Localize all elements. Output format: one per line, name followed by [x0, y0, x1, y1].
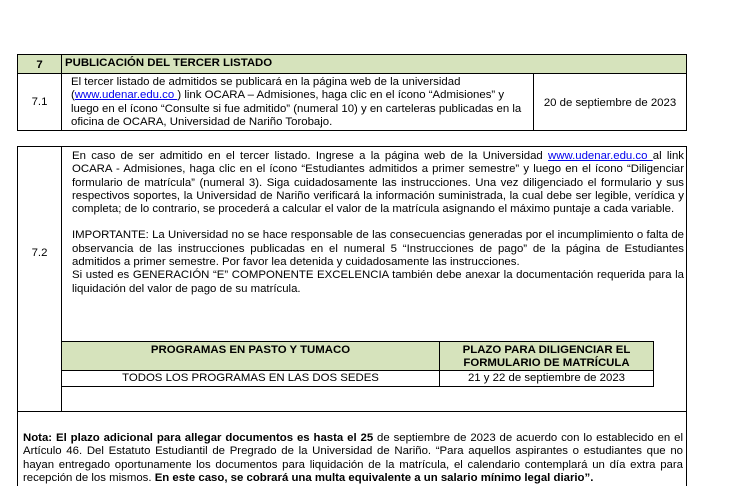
item-7-2-number-cell	[17, 146, 62, 412]
note-normal-part: de septiembre de 2023 de acuerdo con lo establecido en el Artículo 46. Del Estatuto Estudiantil de Pregrado de la Universidad de Nariño. “Para aquellos aspirantes o estudiantes que no hayan entregado oportunamente los documentos para liquidación de la matrícula, el calendario contemplará un día extra para recepción de los mismos.	[23, 432, 683, 484]
section-7-number: 7	[36, 59, 43, 71]
programs-row-value: TODOS LOS PROGRAMAS EN LAS DOS SEDES	[122, 372, 379, 384]
section-7-number-cell	[17, 54, 62, 74]
item-7-2-important: IMPORTANTE: La Universidad no se hace responsable de las consecuencias generadas por el incumplimiento o falta de observancia de las instrucciones publicadas en el numeral 5 “Instrucciones de pago” de la página de Estudiantes admitidos a primer semestre. Por favor lea detenida y cuidadosamente las instrucciones.	[72, 229, 684, 269]
item-7-2-paragraph-1	[62, 147, 686, 216]
item-7-1-number: 7.1	[31, 96, 48, 108]
udenar-link[interactable]: www.udenar.edu.co	[74, 89, 178, 102]
item-7-1-text-cell	[61, 73, 534, 131]
note-text	[18, 412, 686, 485]
item-7-2-number: 7.2	[31, 247, 48, 259]
item-7-1-text-end: ) link OCARA – Admisiones, haga clic en el ícono “Admisiones” y luego en el ícono “Consulte si fue admitido” (numeral 10) y en carteleras publicadas en la oficina de OCARA, Universidad de Nariño Torobajo.	[71, 89, 522, 128]
programs-header: PROGRAMAS EN PASTO Y TUMACO	[150, 344, 351, 356]
item-7-2-para1-end: al link OCARA - Admisiones, haga clic en el ícono “Estudiantes admitidos a primer semestre” y luego en el ícono “Diligenciar formulario de matrícula” (numeral 3). Siga cuidadosamente las instrucciones. Una vez diligenciado el formulario y sus respectivos soportes, la Universidad de Nariño verificará la información suministrada, la cual debe ser legible, verídica y completa; de lo contrario, se procederá a calcular el valor de la matrícula asignando el máximo puntaje a cada variable.	[72, 150, 684, 216]
programs-row-cell	[61, 370, 440, 387]
item-7-1-date: 20 de septiembre de 2023	[543, 97, 677, 109]
note-cell	[17, 411, 687, 486]
deadline-row-value: 21 y 22 de septiembre de 2023	[467, 372, 626, 384]
item-7-2-para1-start: En caso de ser admitido en el tercer listado. Ingrese a la página web de la Universidad	[72, 150, 549, 162]
item-7-1-number-cell	[17, 73, 62, 131]
programs-header-cell	[61, 341, 440, 371]
deadline-row-cell	[439, 370, 654, 387]
section-7-title: PUBLICACIÓN DEL TERCER LISTADO	[65, 57, 273, 69]
item-7-2-generacion-e: Si usted es GENERACIÓN “E” COMPONENTE EXCELENCIA también debe anexar la documentación requerida para la liquidación del valor de pago de su matrícula.	[72, 269, 684, 295]
item-7-1-text	[62, 74, 533, 129]
item-7-1-date-cell	[533, 73, 687, 131]
udenar-link-2[interactable]: www.udenar.edu.co	[548, 150, 653, 162]
note-bold-end: En este caso, se cobrará una multa equivalente a un salario mínimo legal diario”.	[154, 471, 594, 484]
item-7-1-text-start: El tercer listado de admitidos se publicará en la página web de la universidad (	[71, 76, 461, 102]
section-7-title-cell	[61, 54, 687, 74]
note-bold-part: El plazo adicional para allegar documentos es hasta el 25	[55, 432, 374, 444]
note-label: Nota:	[23, 432, 56, 444]
deadline-header-line-2: FORMULARIO DE MATRÍCULA	[463, 357, 630, 370]
deadline-header-line-1: PLAZO PARA DILIGENCIAR EL	[462, 344, 631, 356]
deadline-header-cell	[439, 341, 654, 371]
